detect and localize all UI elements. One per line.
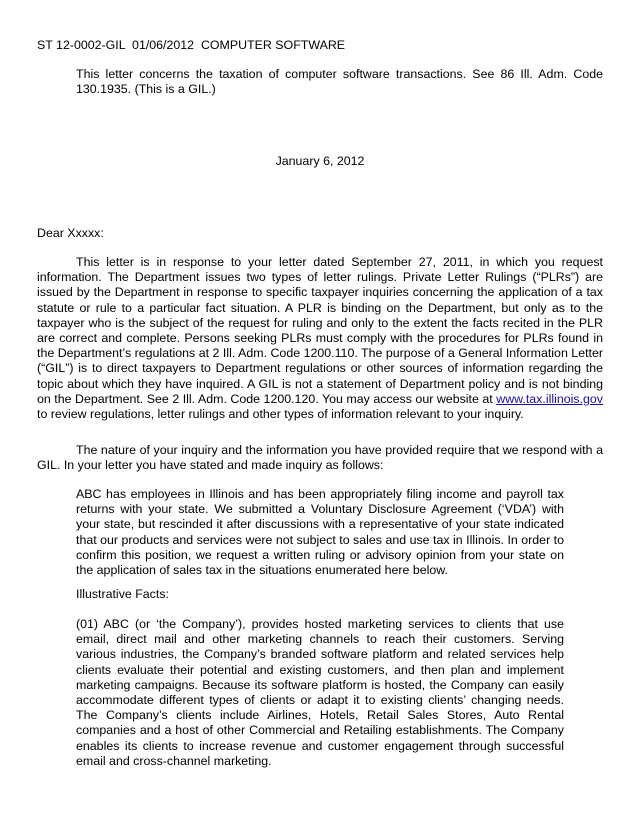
inquiry-paragraph: The nature of your inquiry and the information you have provided require that we respond with a GIL. In your letter you have stated and made inquiry as follows: — [37, 443, 603, 473]
salutation: Dear Xxxxx: — [37, 226, 104, 240]
paragraph-text-end: to review regulations, letter rulings and other types of information relevant to your inquiry. — [37, 407, 524, 422]
fact-item: (01) ABC (or ‘the Company’), provides hosted marketing services to clients that use email, direct mail and other marketing channels to reach their customers. Serving various industries, the Company’s branded software platform and related services help clients evaluate their potential and existing customers, and then plan and implement marketing campaigns. Because its software platform is hosted, the Company can easily accommodate different types of clients or adapt it to existing clients’ changing needs. The Company’s clients include Airlines, Hotels, Retail Sales Stores, Auto Rental companies and a host of other Commercial and Retailing establishments. The Company enables its clients to increase revenue and customer engagement through successful email and cross-channel marketing. — [76, 617, 564, 768]
website-link[interactable]: www.tax.illinois.gov — [496, 391, 603, 406]
intro-paragraph: This letter concerns the taxation of computer software transactions. See 86 Ill. Adm. Code 130.1935. (This is a GIL.) — [76, 67, 603, 97]
document-header: ST 12-0002-GIL 01/06/2012 COMPUTER SOFTWARE — [37, 38, 346, 52]
paragraph-text: This letter is in response to your letter dated September 27, 2011, in which you request information. The Department issues two types of letter rulings. Private Letter Rulings (“PLRs”) are issued by the Department in response to specific taxpayer inquiries concerning the application of a tax statute or rule to a particular fact situation. A PLR is binding on the Department, but only as to the taxpayer who is the subject of the request for ruling and only to the extent the facts recited in the PLR are correct and complete. Persons seeking PLRs must comply with the procedures for PLRs found in the Department’s regulations at 2 Ill. Adm. Code 1200.110. The purpose of a General Information Letter (“GIL”) is to direct taxpayers to Department regulations or other sources of information regarding the topic about which they have inquired. A GIL is not a statement of Department policy and is not binding on the Department. See 2 Ill. Adm. Code 1200.120. You may access our website at — [37, 255, 603, 406]
facts-heading: Illustrative Facts: — [76, 587, 169, 601]
letter-date: January 6, 2012 — [275, 154, 365, 168]
quoted-inquiry: ABC has employees in Illinois and has been appropriately filing income and payroll tax returns with your state. We submitted a Voluntary Disclosure Agreement (‘VDA’) with your state, but rescinded it after discussions with a representative of your state indicated that our products and services were not subject to sales and use tax in Illinois. In order to confirm this position, we request a written ruling or advisory opinion from your state on the application of sales tax in the situations enumerated here below. — [76, 487, 564, 578]
ruling-types-paragraph — [37, 255, 603, 422]
